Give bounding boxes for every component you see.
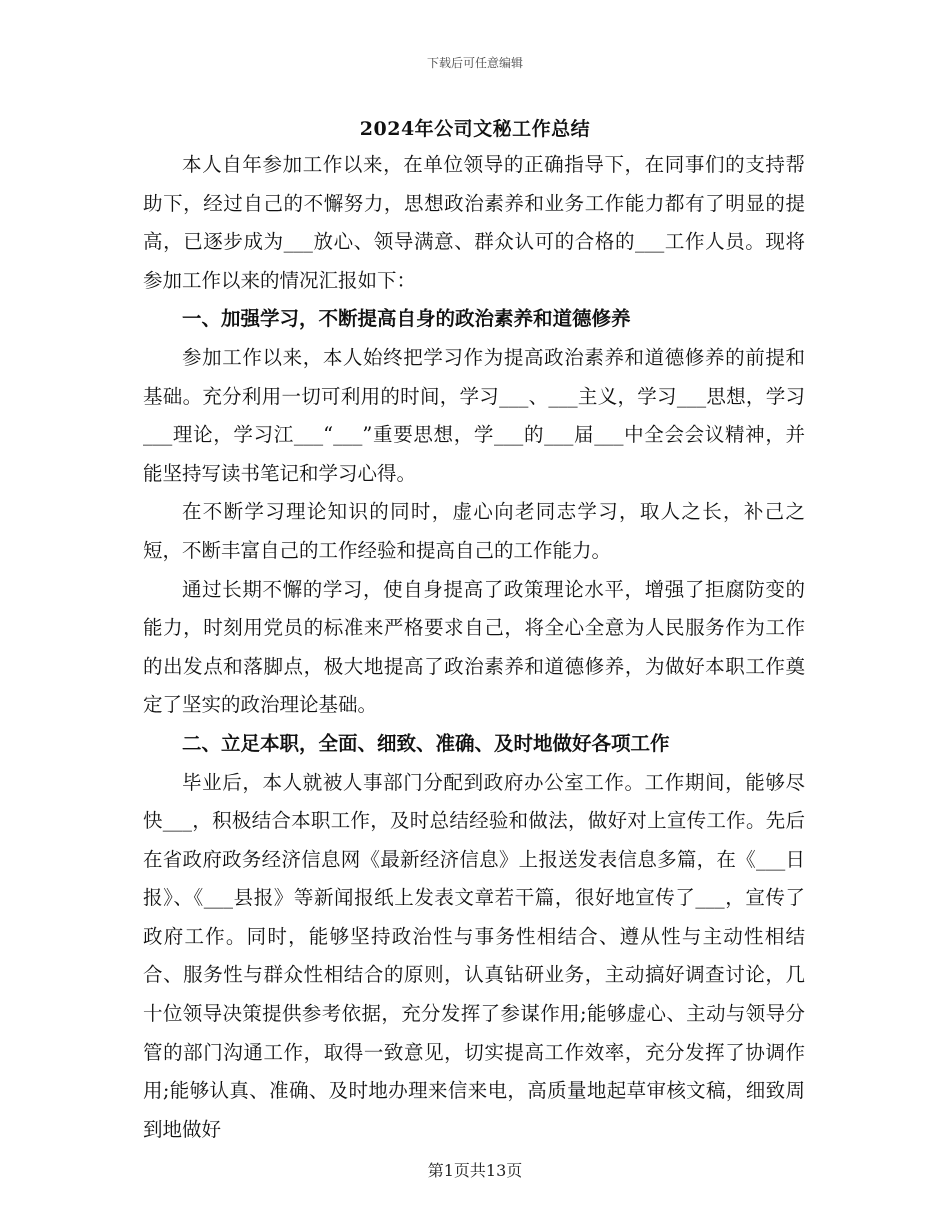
paragraph-intro: 本人自年参加工作以来，在单位领导的正确指导下，在同事们的支持帮助下，经过自己的不懈努力，思想政治素养和业务工作能力都有了明显的提高，已逐步成为___放心、领导满意、群众认可的合格的___工作人员。现将参加工作以来的情况汇报如下： (143, 153, 805, 292)
paragraph: 参加工作以来，本人始终把学习作为提高政治素养和道德修养的前提和基础。充分利用一切可利用的时间，学习___、___主义，学习___思想，学习___理论，学习江___“___”重要思想，学___的___届___中全会会议精神，并能坚持写读书笔记和学习心得。 (143, 345, 805, 485)
paragraph: 在不断学习理论知识的同时，虚心向老同志学习，取人之长，补己之短，不断丰富自己的工作经验和提高自己的工作能力。 (143, 500, 805, 562)
section-heading-1: 一、加强学习，不断提高自身的政治素养和道德修养 (182, 307, 631, 331)
document-body (143, 146, 805, 1149)
header-note: 下载后可任意编辑 (426, 56, 523, 70)
paragraph: 毕业后，本人就被人事部门分配到政府办公室工作。工作期间，能够尽快___，积极结合本职工作，及时总结经验和做法，做好对上宣传工作。先后在省政府政务经济信息网《最新经济信息》上报送发表信息多篇，在《___日报》、《___县报》等新闻报纸上发表文章若干篇，很好地宣传了___，宣传了政府工作。同时，能够坚持政治性与事务性相结合、遵从性与主动性相结合、服务性与群众性相结合的原则，认真钻研业务，主动搞好调查讨论，几十位领导决策提供参考依据，充分发挥了参谋作用;能够虚心、主动与领导分管的部门沟通工作，取得一致意见，切实提高工作效率，充分发挥了协调作用;能够认真、准确、及时地办理来信来电，高质量地起草审核文稿，细致周到地做好 (143, 770, 805, 1141)
page-footer: 第1页共13页 (427, 1161, 523, 1180)
paragraph: 通过长期不懈的学习，使自身提高了政策理论水平，增强了拒腐防变的能力，时刻用党员的标准来严格要求自己，将全心全意为人民服务作为工作的出发点和落脚点，极大地提高了政治素养和道德修养，为做好本职工作奠定了坚实的政治理论基础。 (143, 577, 805, 717)
document-title: 2024年公司文秘工作总结 (359, 118, 591, 140)
section-heading-2: 二、立足本职，全面、细致、准确、及时地做好各项工作 (182, 731, 670, 755)
